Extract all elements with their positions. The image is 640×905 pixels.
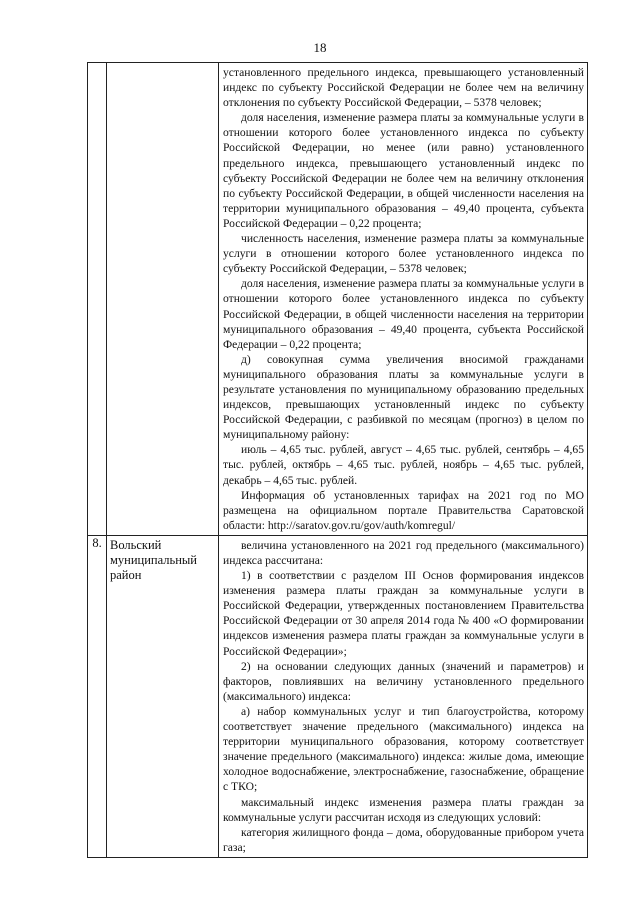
paragraph: 1) в соответствии с разделом III Основ формирования индексов изменения размера платы граждан за коммунальные услуги в Российской Федерации, утвержденных постановлением Правительства Российской Федерации от 30 апреля 2014 года № 400 «О формировании индексов изменения размера платы граждан за коммунальные услуги в Российской Федерации»; (223, 569, 584, 658)
paragraph: Информация об установленных тарифах на 2021 год по МО размещена на официальном портале Правительства Саратовской области: http://saratov.gov.ru/gov/auth/komregul/ (223, 488, 584, 532)
district-name-cell: Вольский муниципальный район (107, 535, 219, 857)
document-table (87, 62, 588, 858)
row-number-cell (88, 63, 107, 536)
row-number-cell: 8. (88, 535, 107, 857)
paragraph: доля населения, изменение размера платы за коммунальные услуги в отношении которого более установленного индекса по субъекту Российской Федерации, но менее (или равно) установленного предельного индекса, превышающего установленный индекс по субъекту Российской Федерации не более чем на величину отклонения по субъекту Российской Федерации, в общей численности населения на территории муниципального образования – 49,40 процента, субъекта Российской Федерации – 0,22 процента; (223, 111, 584, 230)
page-number: 18 (313, 40, 327, 55)
content-cell (219, 535, 588, 857)
paragraph: д) совокупная сумма увеличения вносимой гражданами муниципального образования платы за коммунальные услуги в результате установления по муниципальному образованию предельных индексов, превышающих установленный индекс по субъекту Российской Федерации, с разбивкой по месяцам (прогноз) в целом по муниципальному району: (223, 352, 584, 442)
paragraph: величина установленного на 2021 год предельного (максимального) индекса рассчитана: (223, 538, 584, 567)
table-row (88, 63, 588, 536)
paragraph: численность населения, изменение размера платы за коммунальные услуги в отношении которого более установленного индекса по субъекту Российской Федерации, – 5378 человек; (223, 232, 584, 276)
paragraph: июль – 4,65 тыс. рублей, август – 4,65 тыс. рублей, сентябрь – 4,65 тыс. рублей, октябрь – 4,65 тыс. рублей, ноябрь – 4,65 тыс. рублей, декабрь – 4,65 тыс. рублей. (223, 443, 584, 487)
paragraph: 2) на основании следующих данных (значений и параметров) и факторов, повлиявших на величину установленного предельного (максимального) индекса: (223, 659, 584, 703)
paragraph: максимальный индекс изменения размера платы граждан за коммунальные услуги рассчитан исходя из следующих условий: (223, 795, 584, 824)
table-row (88, 535, 588, 857)
content-cell (219, 63, 588, 536)
paragraph: доля населения, изменение размера платы за коммунальные услуги в отношении которого более установленного индекса по субъекту Российской Федерации, в общей численности населения на территории муниципального образования – 49,40 процента, субъекта Российской Федерации – 0,22 процента; (223, 277, 584, 351)
district-name-cell (107, 63, 219, 536)
paragraph: а) набор коммунальных услуг и тип благоустройства, которому соответствует значение предельного (максимального) индекса на территории муниципального образования, которому соответствует значение предельного (максимального) индекса: жилые дома, имеющие холодное водоснабжение, электроснабжение, газоснабжение, обращение с ТКО; (223, 704, 584, 794)
paragraph: категория жилищного фонда – дома, оборудованные прибором учета газа; (223, 825, 584, 854)
paragraph: установленного предельного индекса, превышающего установленный индекс по субъекту Российской Федерации не более чем на величину отклонения по субъекту Российской Федерации, – 5378 человек; (223, 66, 584, 110)
